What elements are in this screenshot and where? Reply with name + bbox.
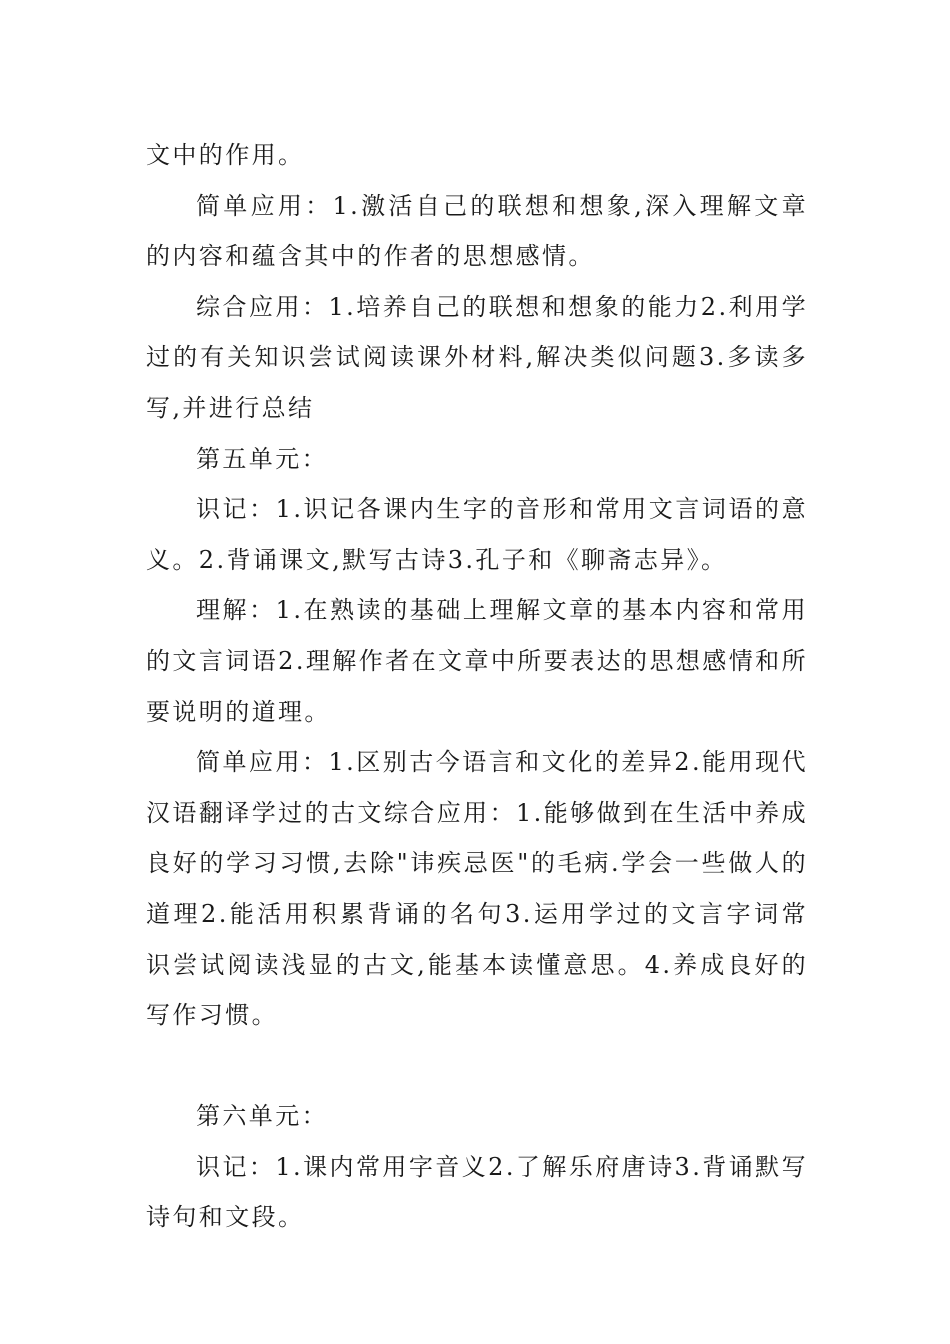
paragraph-unit-five-memorize: 识记：1.识记各课内生字的音形和常用文言词语的意义。2.背诵课文,默写古诗3.孔子和《聊斋志异》。 [146, 495, 808, 574]
heading-unit-five: 第五单元： [196, 444, 328, 473]
paragraph-comprehensive-application: 综合应用：1.培养自己的联想和想象的能力2.利用学过的有关知识尝试阅读课外材料,解决类似问题3.多读多写,并进行总结 [146, 292, 808, 422]
blank-line [146, 1041, 808, 1092]
paragraph-unit-five-understand: 理解：1.在熟读的基础上理解文章的基本内容和常用的文言词语2.理解作者在文章中所要表达的思想感情和所要说明的道理。 [146, 596, 808, 726]
paragraph-unit-six-memorize: 识记：1.课内常用字音义2.了解乐府唐诗3.背诵默写诗句和文段。 [146, 1152, 808, 1232]
heading-unit-six: 第六单元： [196, 1102, 328, 1131]
paragraph-unit-five-application: 简单应用：1.区别古今语言和文化的差异2.能用现代汉语翻译学过的古文综合应用：1.能够做到在生活中养成良好的学习习惯,去除"讳疾忌医"的毛病.学会一些做人的道理2.能活用积累背诵的名句3.运用学过的文言字词常识尝试阅读浅显的古文,能基本读懂意思。4.养成良好的写作习惯。 [146, 748, 808, 1030]
document-body [146, 130, 808, 1243]
paragraph-continuation: 文中的作用。 [146, 141, 305, 169]
paragraph-simple-application: 简单应用：1.激活自己的联想和想象,深入理解文章的内容和蕴含其中的作者的思想感情。 [146, 191, 808, 271]
